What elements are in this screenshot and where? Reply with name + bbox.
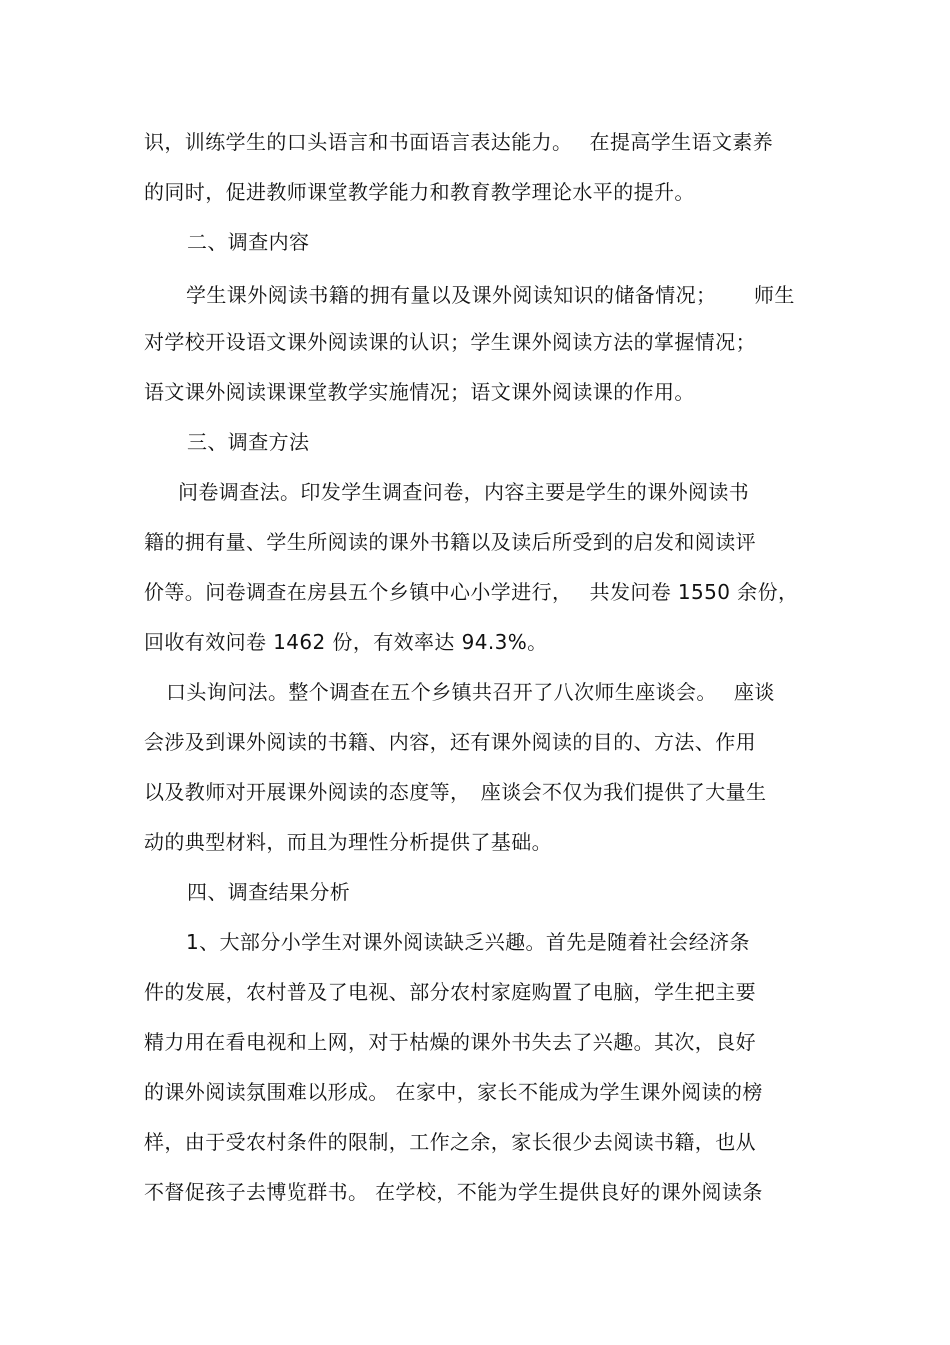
text-line: 件的发展，农村普及了电视、部分农村家庭购置了电脑，学生把主要	[144, 980, 756, 1004]
text-line: 对学校开设语文课外阅读课的认识；学生课外阅读方法的掌握情况；	[144, 330, 756, 354]
section-heading: 四、调查结果分析	[187, 880, 351, 904]
text-line: 语文课外阅读课课堂教学实施情况；语文课外阅读课的作用。	[144, 380, 695, 404]
text-line: 回收有效问卷 1462 份，有效率达 94.3%。	[144, 630, 548, 654]
text-line: 动的典型材料，而且为理性分析提供了基础。	[144, 830, 552, 854]
text-line: 精力用在看电视和上网，对于枯燥的课外书失去了兴趣。其次，良好	[144, 1030, 756, 1054]
text-line: 以及教师对开展课外阅读的态度等， 座谈会不仅为我们提供了大量生	[144, 780, 767, 804]
text-line: 口头询问法。整个调查在五个乡镇共召开了八次师生座谈会。 座谈	[166, 680, 775, 704]
text-line: 学生课外阅读书籍的拥有量以及课外阅读知识的储备情况； 师生	[186, 283, 795, 307]
text-line: 不督促孩子去博览群书。 在学校，不能为学生提供良好的课外阅读条	[144, 1180, 763, 1204]
text-line: 会涉及到课外阅读的书籍、内容，还有课外阅读的目的、方法、作用	[144, 730, 756, 754]
text-line: 1、大部分小学生对课外阅读缺乏兴趣。首先是随着社会经济条	[186, 930, 750, 954]
text-line: 样，由于受农村条件的限制，工作之余，家长很少去阅读书籍，也从	[144, 1130, 756, 1154]
section-heading: 三、调查方法	[187, 430, 310, 454]
section-heading: 二、调查内容	[187, 230, 310, 254]
text-line: 问卷调查法。印发学生调查问卷，内容主要是学生的课外阅读书	[178, 480, 750, 504]
text-line: 的同时，促进教师课堂教学能力和教育教学理论水平的提升。	[144, 180, 695, 204]
text-line: 识，训练学生的口头语言和书面语言表达能力。 在提高学生语文素养	[144, 130, 774, 154]
text-line: 价等。问卷调查在房县五个乡镇中心小学进行， 共发问卷 1550 余份，	[144, 580, 799, 604]
text-line: 的课外阅读氛围难以形成。 在家中，家长不能成为学生课外阅读的榜	[144, 1080, 763, 1104]
text-line: 籍的拥有量、学生所阅读的课外书籍以及读后所受到的启发和阅读评	[144, 530, 756, 554]
